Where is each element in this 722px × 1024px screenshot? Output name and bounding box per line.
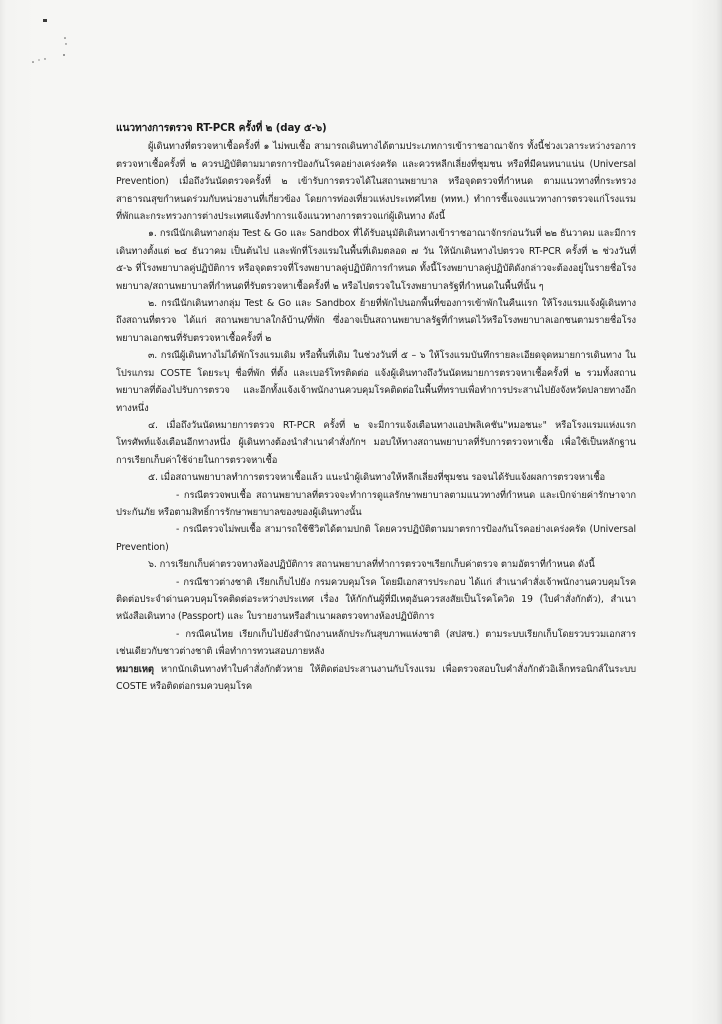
note xyxy=(116,661,636,696)
paragraph-intro: ผู้เดินทางที่ตรวจหาเชื้อครั้งที่ ๑ ไม่พบเชื้อ สามารถเดินทางได้ตามประเภทการเข้าราชอาณาจักร ทั้งนี้ช่วงเวลาระหว่างรอการตรวจหาเชื้อครั้งที่ ๒ ควรปฏิบัติตามมาตรการป้องกันโรคอย่างเคร่งครัด และควรหลีกเลี่ยงที่ชุมชน หรือที่มีคนหนาแน่น (Universal Prevention) เมื่อถึงวันนัดตรวจครั้งที่ ๒ เข้ารับการตรวจได้ในสถานพยาบาล หรือจุดตรวจที่กำหนด ตามแนวทางที่กระทรวงสาธารณสุขกำหนดร่วมกับหน่วยงานที่เกี่ยวข้อง โดยการท่องเที่ยวแห่งประเทศไทย (ททท.) ทำการชี้แจงแนวทางการตรวจแก่โรงแรมที่พักและกระทรวงการต่างประเทศแจ้งทำการแจ้งแนวทางการตรวจแก่ผู้เดินทาง ดังนี้ xyxy=(116,141,636,223)
sub-item-negative: - กรณีตรวจไม่พบเชื้อ สามารถใช้ชีวิตได้ตามปกติ โดยควรปฏิบัติตามมาตรการป้องกันโรคอย่างเคร่งครัด (Universal Prevention) xyxy=(116,524,636,553)
paragraph-item-5: ๕. เมื่อสถานพยาบาลทำการตรวจหาเชื้อแล้ว แนะนำผู้เดินทางให้หลีกเลี่ยงที่ชุมชน รอจนได้รับแจ้งผลการตรวจหาเชื้อ xyxy=(148,472,606,484)
sub-item-foreigner: - กรณีชาวต่างชาติ เรียกเก็บไปยัง กรมควบคุมโรค โดยมีเอกสารประกอบ ได้แก่ สำเนาคำสั่งเจ้าพนักงานควบคุมโรคติดต่อประจำด่านควบคุมโรคติดต่อระหว่างประเทศ เรื่อง ให้กักกันผู้ที่มีเหตุอันควรสงสัยเป็นโรคโควิด 19 (ใบคำสั่งกักตัว), สำเนาหนังสือเดินทาง (Passport) และ ใบรายงานหรือสำเนาผลตรวจทางห้องปฏิบัติการ xyxy=(116,576,636,623)
paragraph-item-3: ๓. กรณีผู้เดินทางไม่ได้พักโรงแรมเดิม หรือพื้นที่เดิม ในช่วงวันที่ ๕ – ๖ ให้โรงแรมบันทึกรายละเอียดจุดหมายการเดินทาง ในโปรแกรม COSTE โดยระบุ ชื่อที่พัก ที่ตั้ง และเบอร์โทรติดต่อ แจ้งผู้เดินทางถึงวันนัดหมายการตรวจหาเชื้อครั้งที่ ๒ รวมทั้งสถานพยาบาลที่ต้องไปรับการตรวจ และอีกทั้งแจ้งเจ้าพนักงานควบคุมโรคติดต่อในพื้นที่ทราบเพื่อทำการประสานไปยังจังหวัดปลายทางอีกทางหนึ่ง xyxy=(116,350,636,414)
note-label: หมายเหตุ xyxy=(116,663,154,675)
section-heading: แนวทางการตรวจ RT-PCR ครั้งที่ ๒ (day ๕-๖) xyxy=(116,123,327,134)
note-text: หากนักเดินทางทำใบคำสั่งกักตัวหาย ให้ติดต่อประสานงานกับโรงแรม เพื่อตรวจสอบใบคำสั่งกักตัวอิเล็กทรอนิกส์ในระบบ COSTE หรือติดต่อกรมควบคุมโรค xyxy=(116,663,636,692)
sub-item-positive: - กรณีตรวจพบเชื้อ สถานพยาบาลที่ตรวจจะทำการดูแลรักษาพยาบาลตามแนวทางที่กำหนด และเบิกจ่ายค่ารักษาจากประกันภัย หรือตามสิทธิ์การรักษาพยาบาลของของผู้เดินทางนั้น xyxy=(116,489,636,518)
sub-item-thai: - กรณีคนไทย เรียกเก็บไปยังสำนักงานหลักประกันสุขภาพแห่งชาติ (สปสช.) ตามระบบเรียกเก็บโดยรวบรวมเอกสารเช่นเดียวกับชาวต่างชาติ เพื่อทำการทวนสอบภายหลัง xyxy=(116,628,636,658)
document-body xyxy=(116,120,636,695)
paragraph-item-4: ๔. เมื่อถึงวันนัดหมายการตรวจ RT-PCR ครั้งที่ ๒ จะมีการแจ้งเตือนทางแอปพลิเคชัน"หมอชนะ" หรือโรงแรมแห่งแรก โทรศัพท์แจ้งเตือนอีกทางหนึ่ง ผู้เดินทางต้องนำสำเนาคำสั่งกักฯ มอบให้ทางสถานพยาบาลที่รับการตรวจหาเชื้อ เพื่อใช้เป็นหลักฐานการเรียกเก็บค่าใช้จ่ายในการตรวจหาเชื้อ xyxy=(116,419,636,466)
paragraph-item-6: ๖. การเรียกเก็บค่าตรวจทางห้องปฏิบัติการ สถานพยาบาลที่ทำการตรวจฯเรียกเก็บค่าตรวจ ตามอัตราที่กำหนด ดังนี้ xyxy=(148,559,595,571)
paragraph-item-1: ๑. กรณีนักเดินทางกลุ่ม Test & Go และ Sandbox ที่ได้รับอนุมัติเดินทางเข้าราชอาณาจักรก่อนวันที่ ๒๒ ธันวาคม และมีการเดินทางตั้งแต่ ๒๔ ธันวาคม เป็นต้นไป และพักที่โรงแรมในพื้นที่เดิมตลอด ๗ วัน ให้นักเดินทางไปตรวจ RT-PCR ครั้งที่ ๒ ช่วงวันที่ ๕-๖ ที่โรงพยาบาลคู่ปฏิบัติการ หรือจุดตรวจที่โรงพยาบาลคู่ปฏิบัติการกำหนด ทั้งนี้โรงพยาบาลคู่ปฏิบัติดังกล่าวจะต้องอยู่ในรายชื่อโรงพยาบาล/สถานพยาบาลที่กำหนดที่รับตรวจหาเชื้อครั้งที่ ๒ หรือไปตรวจในโรงพยาบาลรัฐที่กำหนดในพื้นที่นั้น ๆ xyxy=(116,228,636,292)
paragraph-item-2: ๒. กรณีนักเดินทางกลุ่ม Test & Go และ Sandbox ย้ายที่พักไปนอกพื้นที่ของการเข้าพักในคืนแรก ให้โรงแรมแจ้งผู้เดินทางถึงสถานที่ตรวจ ได้แก่ สถานพยาบาลใกล้บ้าน/ที่พัก ซึ่งอาจเป็นสถานพยาบาลรัฐที่กำหนดไว้หรือโรงพยาบาลเอกชนตามรายชื่อโรงพยาบาลเอกชนที่รับตรวจหาเชื้อครั้งที่ ๒ xyxy=(116,298,636,344)
scan-specks xyxy=(30,14,90,74)
